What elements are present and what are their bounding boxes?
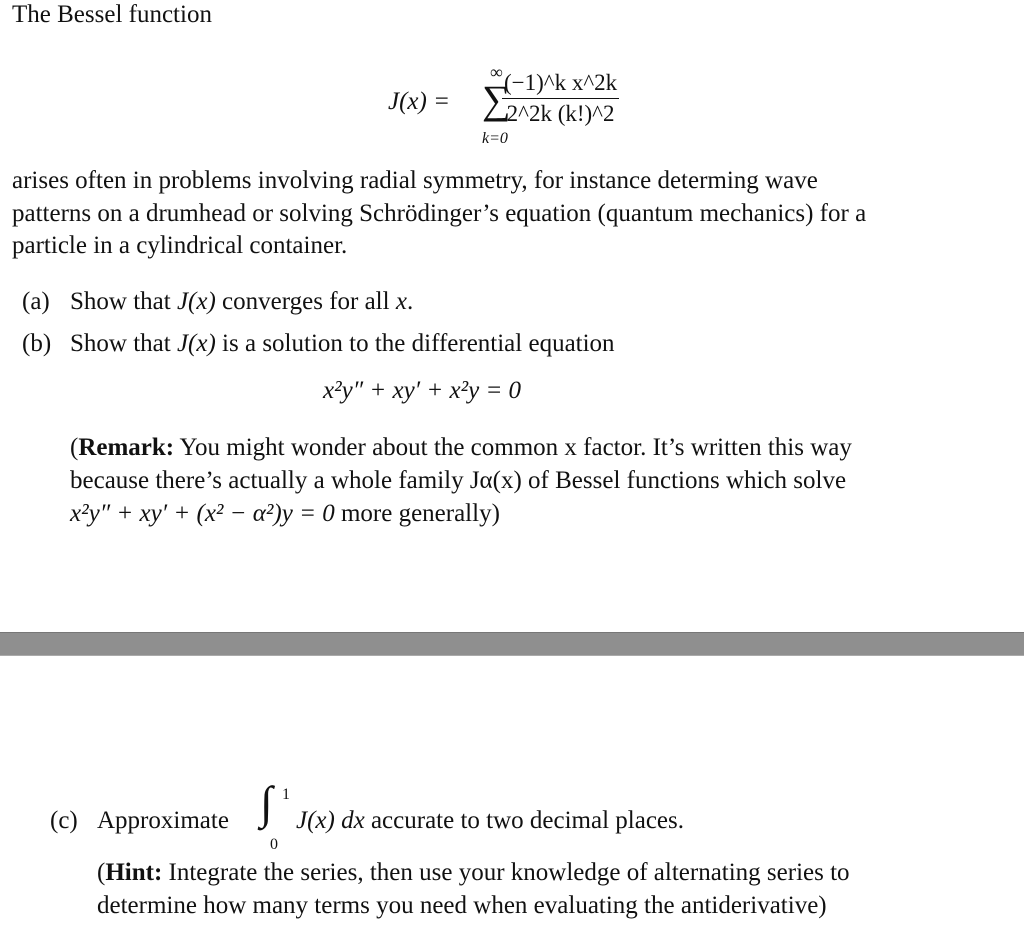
part-c-label: (c) [50, 807, 78, 834]
sum-lower: k=0 [482, 130, 508, 147]
fraction-numerator: (−1)^k x^2k [502, 70, 619, 99]
differential-equation: x²y″ + xy′ + x²y = 0 [323, 377, 522, 404]
formula-lhs: J(x) = [388, 88, 450, 115]
intro-line-2: patterns on a drumhead or solving Schrödinger’s equation (quantum mechanics) for a [12, 200, 867, 227]
integral-upper: 1 [282, 786, 290, 803]
part-a: (a) Show that J(x) converges for all x. [22, 288, 414, 315]
remark-line-1: (Remark: You might wonder about the common x factor. It’s written this way [70, 434, 852, 461]
integral-icon: ∫ [260, 777, 273, 828]
fraction [502, 70, 619, 127]
integral-lower: 0 [270, 836, 278, 853]
hint-line-1: (Hint: Integrate the series, then use your knowledge of alternating series to [97, 859, 850, 886]
part-b: (b) Show that J(x) is a solution to the differential equation [22, 330, 615, 357]
sum-upper: ∞ [490, 62, 503, 82]
remark-line-2: because there’s actually a whole family Jα(x) of Bessel functions which solve [70, 467, 847, 494]
title: The Bessel function [12, 1, 212, 28]
page-divider [0, 632, 1024, 656]
part-b-label: (b) [22, 330, 52, 357]
fraction-denominator: 2^2k (k!)^2 [506, 101, 615, 126]
intro-line-3: particle in a cylindrical container. [12, 232, 348, 259]
intro-line-1: arises often in problems involving radial symmetry, for instance determing wave [12, 167, 818, 194]
hint-line-2: determine how many terms you need when evaluating the antiderivative) [97, 892, 827, 919]
part-c: (c) Approximate ∫ 1 0 J(x) dx accurate to two decimal places. [50, 804, 78, 837]
part-a-label: (a) [22, 288, 50, 315]
sum-symbol: ∑ [482, 77, 511, 122]
remark-line-3: x²y″ + xy′ + (x² − α²)y = 0 more generally) [70, 500, 500, 527]
